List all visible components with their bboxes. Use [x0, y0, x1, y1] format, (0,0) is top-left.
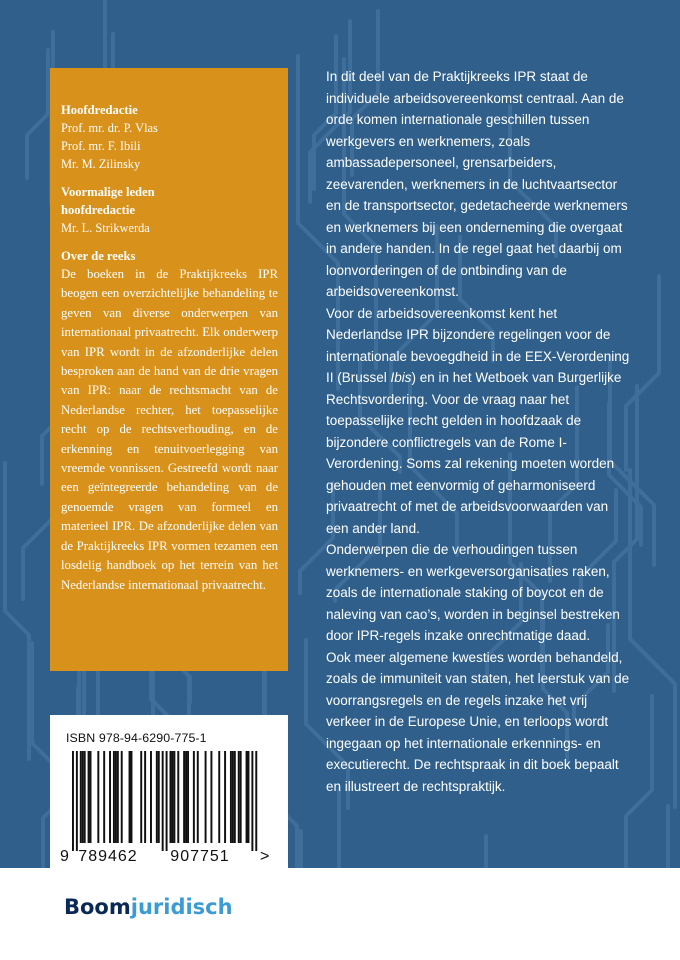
barcode-bar: [117, 751, 119, 843]
logo-word-juridisch: juridisch: [130, 895, 233, 919]
former-editor-name: Mr. L. Strikwerda: [61, 221, 150, 235]
barcode-bar: [251, 751, 253, 851]
barcode-bar: [248, 751, 250, 843]
about-series-heading: Over de reeks: [61, 249, 136, 263]
description-paragraph: Voor de arbeidsovereenkomst kent het Nederlandse IPR bijzondere regelingen voor de internationale bevoegdheid in de EEX-Verordening II (Brussel Ibis) en in het Wetboek van Burgerlijke Rechtsvordering. Voor de vraag naar het toepasselijke recht gelden in hoofdzaak de bijzondere conflictregels van de Rome I-Verordening. Soms zal rekening moeten worden gehouden met eenvormig of geharmoniseerd privaatrecht of met de arbeidsvoorwaarden van een ander land.: [326, 305, 630, 536]
barcode-digit-group-right: 907751: [170, 848, 230, 865]
description-paragraph: Ook meer algemene kwesties worden behandeld, zoals de immuniteit van staten, het leerstuk van de voorrangsregels en de regels inzake het vrij verkeer in de Europese Unie, en terloops wordt ingegaan op het internationale erkennings- en executierecht. De rechtspraak in dit boek bepaalt en illustreert de rechtspraktijk.: [326, 649, 630, 794]
barcode-bar: [240, 751, 242, 843]
barcode-bar: [224, 751, 226, 843]
barcode-bar: [109, 751, 111, 843]
barcode-bar: [238, 751, 240, 843]
barcode-bar: [76, 751, 78, 851]
barcode-bar: [158, 751, 160, 843]
editor-name: Prof. mr. F. Ibili: [61, 139, 141, 153]
barcode-bar: [171, 751, 173, 843]
barcode-bar: [166, 751, 168, 851]
barcode-bar: [150, 751, 152, 843]
barcode-bars: [72, 751, 257, 851]
series-info-panel: [50, 68, 288, 671]
barcode-bar: [90, 751, 92, 843]
editor-name: Mr. M. Zilinsky: [61, 157, 141, 171]
barcode-lead-digit: 9: [60, 848, 69, 865]
barcode-bar: [121, 751, 123, 843]
barcode-bar: [197, 751, 199, 843]
barcode-bar: [80, 751, 82, 843]
ean-barcode: [60, 749, 282, 868]
barcode-bar: [193, 751, 195, 843]
publisher-footer: [0, 868, 680, 960]
barcode-bar: [173, 751, 175, 843]
editorial-heading: Hoofdredactie: [61, 103, 138, 117]
barcode-bar: [185, 751, 187, 843]
barcode-bar: [113, 751, 115, 843]
barcode-bar: [103, 751, 105, 843]
barcode-bar: [82, 751, 84, 843]
barcode-bar: [88, 751, 90, 843]
pattern-line: [5, 463, 29, 759]
publisher-logo: [64, 894, 233, 920]
barcode-bar: [210, 751, 212, 843]
barcode-bar: [205, 751, 207, 843]
barcode-bar: [177, 751, 179, 843]
barcode-bar: [162, 751, 164, 851]
former-editors-heading-line2: hoofdredactie: [61, 203, 135, 217]
barcode-bar: [246, 751, 248, 843]
pattern-line: [668, 806, 680, 868]
barcode-bar: [115, 751, 117, 843]
barcode-bar: [230, 751, 232, 843]
editor-name: Prof. mr. dr. P. Vlas: [61, 121, 158, 135]
barcode-bar: [234, 751, 236, 843]
barcode-bar: [156, 751, 158, 843]
pattern-line: [456, 836, 486, 868]
barcode-bar: [218, 751, 220, 843]
description-paragraph: In dit deel van de Praktijkreeks IPR staat de individuele arbeidsovereenkomst centraal. Aan de orde komen internationale geschillen tussen werkgevers en werknemers, zoals ambassadepersoneel, grensarbeiders, zeevarenden, werknemers in de luchtvaartsector en de transportsector, gedetacheerde werknemers en werknemers bij een onderneming die overgaat in andere handen. In de regel gaat het daarbij om loonvorderingen of de ontbinding van de arbeidsovereenkomst.: [326, 69, 628, 299]
barcode-bar: [187, 751, 189, 843]
barcode-arrow: >: [260, 848, 270, 865]
book-description: [326, 66, 634, 797]
italic-term: Ibis: [390, 370, 412, 385]
barcode-bar: [255, 751, 257, 851]
pattern-line: [27, 50, 48, 178]
barcode-bar: [97, 751, 99, 843]
isbn-label: ISBN 978-94-6290-775-1: [66, 731, 207, 745]
description-paragraph: Onderwerpen die de verhoudingen tussen werknemers- en werkgeversorganisaties raken, zoals de internationale staking of boycot en de naleving van cao’s, worden in beginsel bestreken door IPR-regels inzake onrechtmatige daad.: [326, 542, 620, 643]
barcode-bar: [131, 751, 133, 843]
barcode-bar: [144, 751, 146, 843]
logo-word-boom: Boom: [64, 895, 131, 919]
barcode-bar: [232, 751, 234, 843]
about-series-text: De boeken in de Praktijkreeks IPR beogen een overzichtelijke behandeling te geven van diverse onderwerpen van internationaal privaatrecht. Elk onderwerp van IPR wordt in de afzonderlijke delen besproken aan de hand van de drie vragen van IPR: naar de rechtsmacht van de Nederlandse rechter, het toepasselijke recht op de rechtsverhouding, en de erkenning en tenuitvoerlegging van vreemde vonnissen. Gestreefd wordt naar een geïntegreerde behandeling van de genoemde vragen van formeel en materieel IPR. De afzonderlijke delen van de Praktijkreeks IPR vormen tezamen een losdelig handboek op het terrein van het Nederlandse internationaal privaatrecht.: [61, 267, 278, 592]
former-editors-heading: Voormalige leden: [61, 185, 155, 199]
barcode-bar: [84, 751, 86, 843]
barcode-bar: [140, 751, 142, 843]
barcode-digit-group-left: 789462: [78, 848, 138, 865]
barcode-panel: [50, 715, 288, 868]
barcode-bar: [129, 751, 131, 843]
barcode-bar: [183, 751, 185, 843]
barcode-bar: [72, 751, 74, 851]
barcode-bar: [170, 751, 172, 843]
